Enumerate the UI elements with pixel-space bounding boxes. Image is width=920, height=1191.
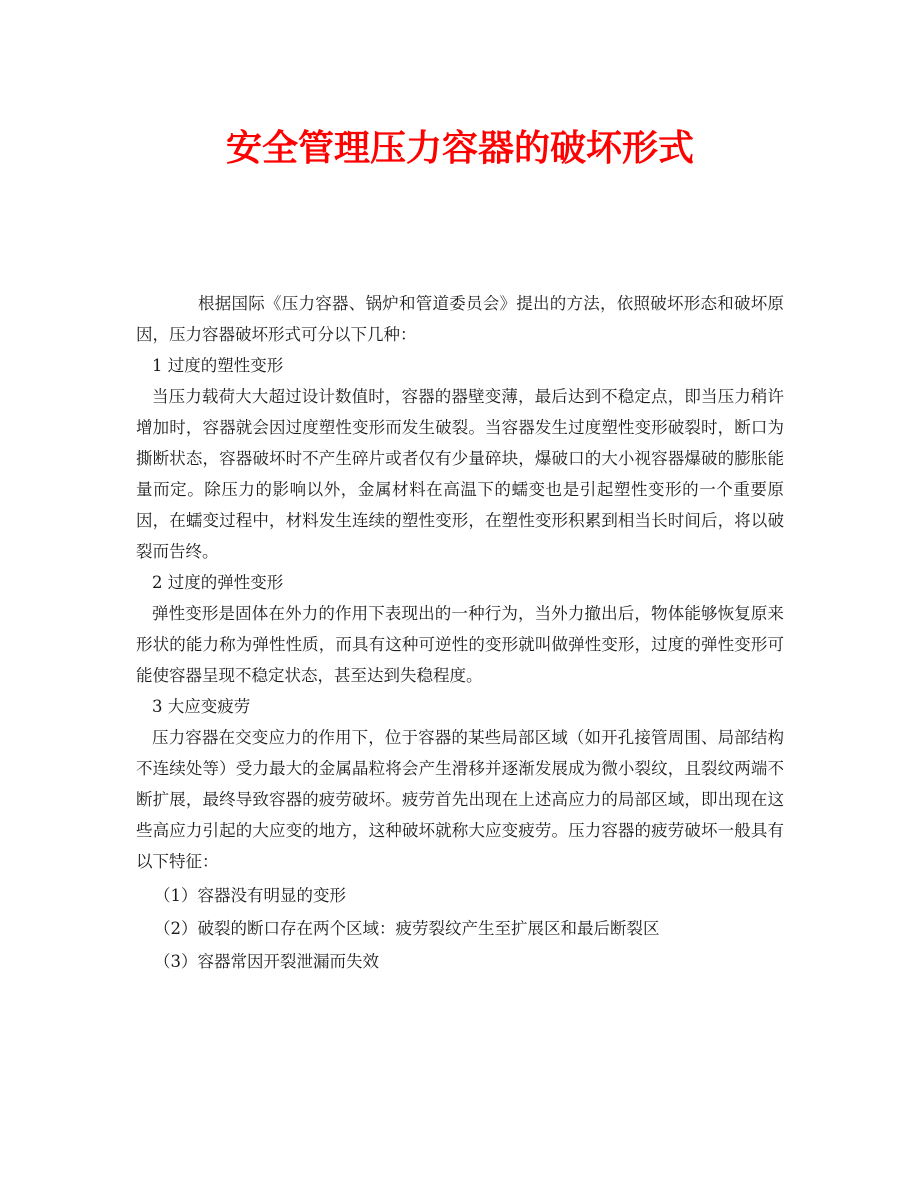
section-heading-2: 2 过度的弹性变形: [152, 573, 284, 592]
feature-item-3: （3）容器常因开裂泄漏而失效: [154, 952, 379, 971]
section-heading-1: 1 过度的塑性变形: [152, 356, 284, 375]
section-heading-3: 3 大应变疲劳: [152, 697, 251, 716]
section-text-3: 压力容器在交变应力的作用下，位于容器的某些局部区域（如开孔接管周围、局部结构不连续处等）受力最大的金属晶粒将会产生滑移并逐渐发展成为微小裂纹，且裂纹两端不断扩展，最终导致容器的疲劳破坏。疲劳首先出现在上述高应力的局部区域，即出现在这些高应力引起的大应变的地方，这种破坏就称大应变疲劳。压力容器的疲劳破坏一般具有以下特征：: [136, 728, 784, 871]
feature-item-1: （1）容器没有明显的变形: [154, 886, 346, 905]
document-body: [136, 288, 784, 978]
document-title: 安全管理压力容器的破坏形式: [225, 128, 694, 169]
section-text-1: 当压力载荷大大超过设计数值时，容器的器壁变薄，最后达到不稳定点，即当压力稍许增加时，容器就会因过度塑性变形而发生破裂。当容器发生过度塑性变形破裂时，断口为撕断状态，容器破坏时不产生碎片或者仅有少量碎块，爆破口的大小视容器爆破的膨胀能量而定。除压力的影响以外，金属材料在高温下的蠕变也是引起塑性变形的一个重要原因，在蠕变过程中，材料发生连续的塑性变形，在塑性变形积累到相当长时间后，将以破裂而告终。: [136, 387, 784, 561]
feature-item-2: （2）破裂的断口存在两个区域：疲劳裂纹产生至扩展区和最后断裂区: [154, 919, 660, 938]
section-text-2: 弹性变形是固体在外力的作用下表现出的一种行为，当外力撤出后，物体能够恢复原来形状的能力称为弹性性质，而具有这种可逆性的变形就叫做弹性变形，过度的弹性变形可能使容器呈现不稳定状态，甚至达到失稳程度。: [136, 604, 784, 685]
intro-paragraph: 根据国际《压力容器、锅炉和管道委员会》提出的方法，依照破坏形态和破坏原因，压力容器破坏形式可分以下几种：: [136, 294, 784, 344]
feature-list: [136, 879, 784, 978]
